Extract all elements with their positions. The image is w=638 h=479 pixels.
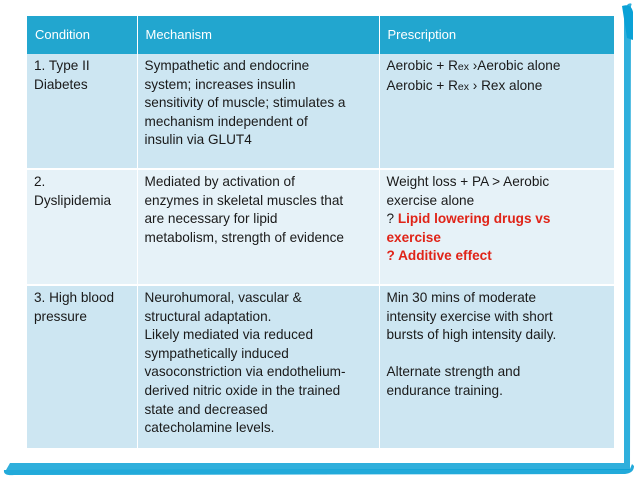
mechanism-cell	[137, 169, 379, 285]
mechanism-line: Neurohumoral, vascular &	[144, 290, 302, 305]
prescription-line: Weight loss + PA > Aerobic	[386, 174, 550, 189]
mechanism-line: vasoconstriction via endothelium-	[144, 364, 346, 380]
condition-line: 3. High blood	[34, 290, 115, 305]
mechanism-line: derived nitric oxide in the trained	[144, 382, 341, 398]
prescription-cell	[379, 285, 614, 449]
mechanism-line: enzymes in skeletal muscles that	[144, 192, 344, 208]
prescription-line: endurance training.	[386, 382, 503, 398]
mechanism-cell	[137, 285, 379, 449]
table-row	[27, 54, 614, 169]
mechanism-line: sensitivity of muscle; stimulates a	[144, 95, 346, 111]
prescription-cell	[379, 169, 614, 285]
mechanism-line: Likely mediated via reduced	[144, 327, 314, 343]
prescription-line: bursts of high intensity daily.	[386, 327, 557, 343]
prescription-line: intensity exercise with short	[386, 308, 553, 324]
exercise-prescription-table	[27, 16, 614, 450]
emphasis-text: ? Additive effect	[386, 248, 492, 264]
mechanism-line: catecholamine levels.	[144, 420, 275, 436]
prescription-line: Aerobic + Rex › Rex alone	[386, 77, 543, 93]
mechanism-line: insulin via GLUT4	[144, 132, 252, 148]
mechanism-line: state and decreased	[144, 401, 268, 417]
mechanism-line: structural adaptation.	[144, 308, 272, 324]
condition-cell	[27, 54, 137, 169]
mechanism-line: Sympathetic and endocrine	[144, 58, 310, 73]
column-header-condition: Condition	[27, 16, 137, 54]
paragraph-gap	[387, 345, 609, 364]
condition-cell	[27, 169, 137, 285]
prescription-line: ? Lipid lowering drugs vs	[386, 211, 551, 227]
table-header-row	[27, 16, 614, 54]
mechanism-cell	[137, 54, 379, 169]
mechanism-line: are necessary for lipid	[144, 211, 278, 227]
mechanism-line: sympathetically induced	[144, 345, 289, 361]
emphasis-text: exercise	[386, 229, 441, 245]
column-header-mechanism: Mechanism	[137, 16, 379, 54]
condition-line: Dyslipidemia	[34, 192, 112, 208]
emphasis-text: Lipid lowering drugs vs	[397, 211, 551, 227]
prescription-line: exercise alone	[386, 192, 475, 208]
mechanism-line: metabolism, strength of evidence	[144, 229, 344, 245]
prescription-line: Aerobic + Rex ›Aerobic alone	[386, 58, 561, 73]
condition-line: Diabetes	[34, 76, 88, 92]
condition-cell	[27, 285, 137, 449]
prescription-line: Alternate strength and	[386, 364, 521, 380]
column-header-prescription: Prescription	[379, 16, 614, 54]
mechanism-line: Mediated by activation of	[144, 174, 295, 189]
mechanism-line: system; increases insulin	[144, 76, 296, 92]
prescription-cell	[379, 54, 614, 169]
condition-line: pressure	[34, 308, 87, 324]
condition-line: 1. Type II	[34, 58, 90, 73]
prescription-line: Min 30 mins of moderate	[386, 290, 537, 305]
table-row	[27, 285, 614, 449]
condition-line: 2.	[34, 174, 46, 189]
table-row	[27, 169, 614, 285]
mechanism-line: mechanism independent of	[144, 113, 308, 129]
